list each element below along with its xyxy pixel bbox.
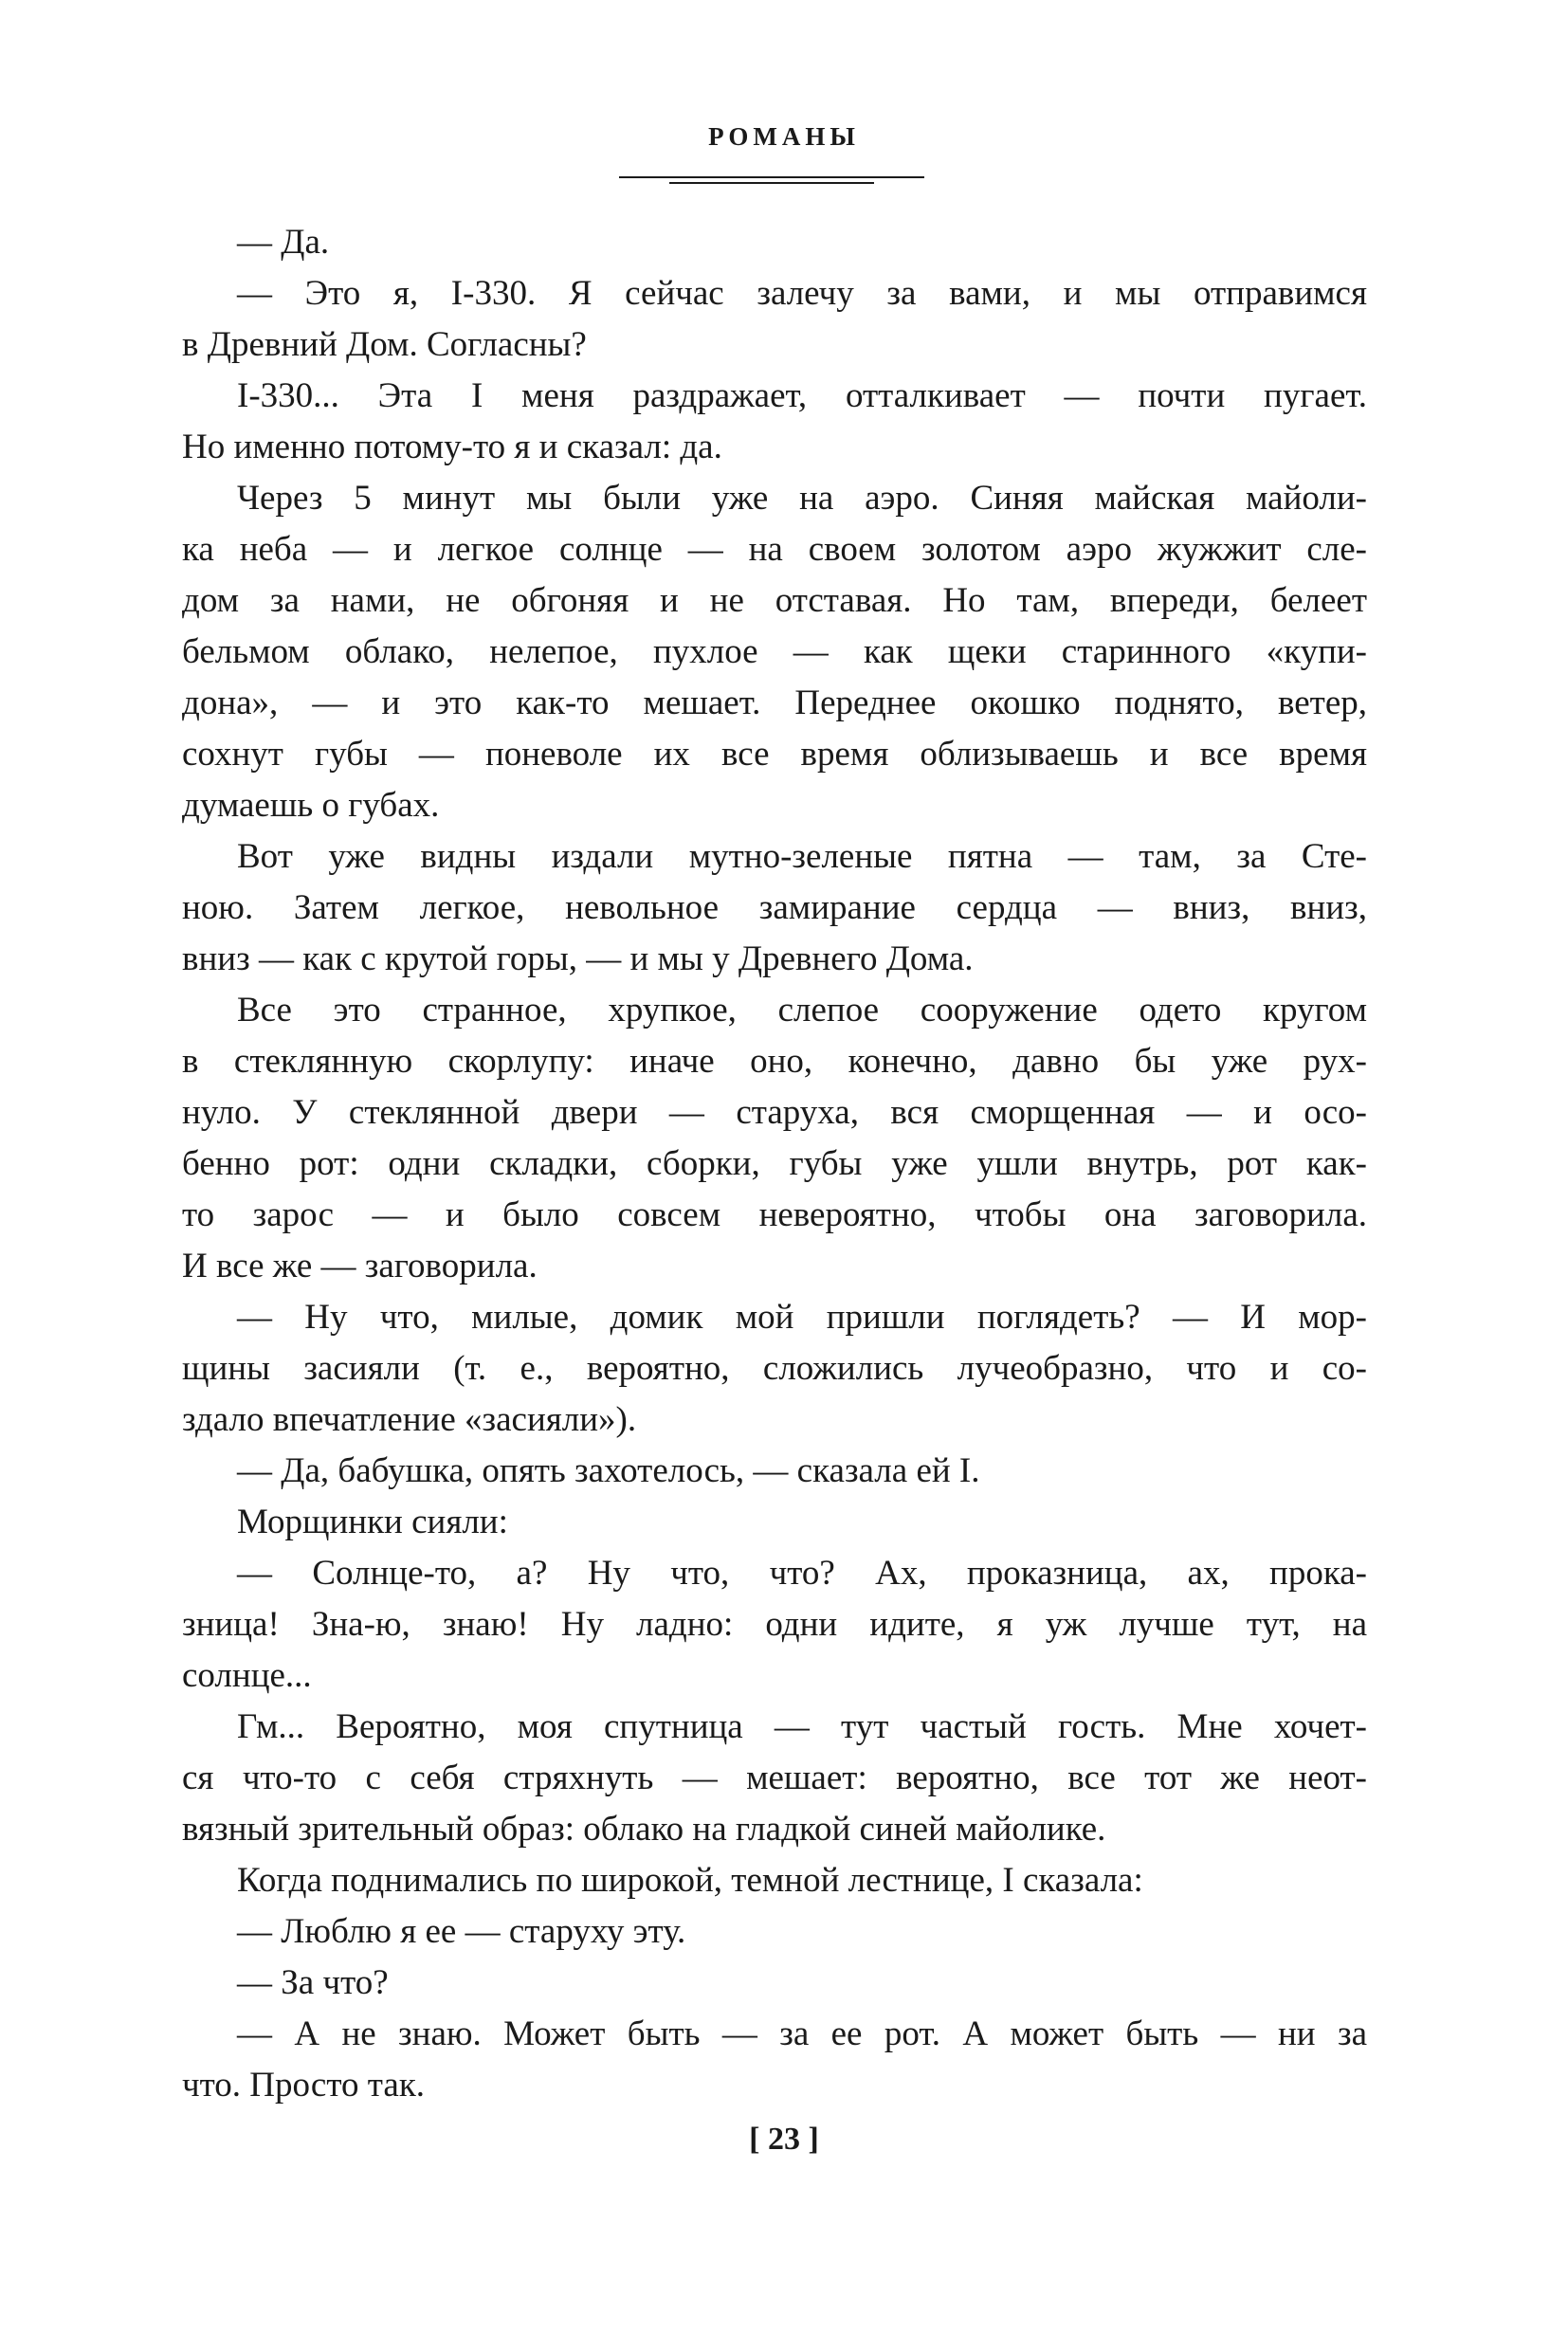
text-line: в стеклянную скорлупу: иначе оно, конечно, давно бы уже рух- xyxy=(182,1042,1367,1081)
text-line: I-330... Эта I меня раздражает, отталкивает — почти пугает. xyxy=(237,376,1367,415)
paragraph xyxy=(182,1446,1367,1497)
paragraph xyxy=(182,1855,1367,1906)
text-line: ся что-то с себя стряхнуть — мешает: вероятно, все тот же неот- xyxy=(182,1759,1367,1797)
text-line: в Древний Дом. Согласны? xyxy=(182,325,587,364)
paragraph xyxy=(182,1292,1367,1446)
text-line: то зарос — и было совсем невероятно, чтобы она заговорила. xyxy=(182,1195,1367,1234)
text-line: здало впечатление «засияли»). xyxy=(182,1400,637,1439)
text-line: Но именно потому-то я и сказал: да. xyxy=(182,428,722,466)
paragraph xyxy=(182,985,1367,1292)
text-line: сохнут губы — поневоле их все время облизываешь и все время xyxy=(182,735,1367,774)
paragraph xyxy=(182,2009,1367,2111)
text-line: — Солнце-то, а? Ну что, что? Ах, проказница, ах, прока- xyxy=(237,1554,1367,1593)
text-line: Через 5 минут мы были уже на аэро. Синяя майская майоли- xyxy=(237,479,1367,518)
text-line: — Люблю я ее — старуху эту. xyxy=(237,1912,686,1951)
paragraph xyxy=(182,1958,1367,2009)
body-text xyxy=(182,217,1367,2111)
paragraph xyxy=(182,268,1367,371)
paragraph xyxy=(182,1497,1367,1548)
paragraph xyxy=(182,831,1367,985)
text-line: — А не знаю. Может быть — за ее рот. А может быть — ни за xyxy=(237,2014,1367,2053)
running-head-rule-thin xyxy=(669,182,874,184)
paragraph xyxy=(182,473,1367,831)
running-head-rule xyxy=(619,176,924,178)
text-line: дона», — и это как-то мешает. Переднее окошко поднято, ветер, xyxy=(182,683,1367,722)
page-number: [ 23 ] xyxy=(749,2122,819,2157)
text-line: бенно рот: одни складки, сборки, губы уже ушли внутрь, рот как- xyxy=(182,1144,1367,1183)
text-line: — Да. xyxy=(237,223,330,262)
text-line: зница! Зна-ю, знаю! Ну ладно: одни идите, я уж лучше тут, на xyxy=(182,1605,1367,1644)
text-line: нуло. У стеклянной двери — старуха, вся сморщенная — и осо- xyxy=(182,1093,1367,1132)
text-line: дом за нами, не обгоняя и не отставая. Но там, впереди, белеет xyxy=(182,581,1367,620)
paragraph xyxy=(182,217,1367,268)
running-head: РОМАНЫ xyxy=(708,122,860,151)
text-line: Морщинки сияли: xyxy=(237,1503,508,1541)
text-line: ною. Затем легкое, невольное замирание сердца — вниз, вниз, xyxy=(182,888,1367,927)
text-line: думаешь о губах. xyxy=(182,786,440,825)
paragraph xyxy=(182,1702,1367,1855)
text-line: вниз — как с крутой горы, — и мы у Древнего Дома. xyxy=(182,939,974,978)
text-line: Когда поднимались по широкой, темной лестнице, I сказала: xyxy=(237,1861,1143,1900)
text-line: — За что? xyxy=(237,1963,389,2002)
text-line: бельмом облако, нелепое, пухлое — как щеки старинного «купи- xyxy=(182,632,1367,671)
text-line: что. Просто так. xyxy=(182,2066,426,2105)
paragraph xyxy=(182,1548,1367,1702)
paragraph xyxy=(182,371,1367,473)
text-line: — Это я, I-330. Я сейчас залечу за вами, и мы отправимся xyxy=(237,274,1367,313)
text-line: И все же — заговорила. xyxy=(182,1247,538,1285)
text-line: Все это странное, хрупкое, слепое сооружение одето кругом xyxy=(237,991,1367,1030)
paragraph xyxy=(182,1906,1367,1958)
text-line: — Да, бабушка, опять захотелось, — сказала ей I. xyxy=(237,1451,980,1490)
text-line: вязный зрительный образ: облако на гладкой синей майолике. xyxy=(182,1810,1106,1849)
text-line: ка неба — и легкое солнце — на своем золотом аэро жужжит сле- xyxy=(182,530,1367,569)
text-line: щины засияли (т. е., вероятно, сложились лучеобразно, что и со- xyxy=(182,1349,1367,1388)
text-line: солнце... xyxy=(182,1656,312,1695)
text-line: Гм... Вероятно, моя спутница — тут частый гость. Мне хочет- xyxy=(237,1707,1367,1746)
text-line: — Ну что, милые, домик мой пришли поглядеть? — И мор- xyxy=(237,1298,1367,1337)
text-line: Вот уже видны издали мутно-зеленые пятна — там, за Сте- xyxy=(237,837,1367,876)
